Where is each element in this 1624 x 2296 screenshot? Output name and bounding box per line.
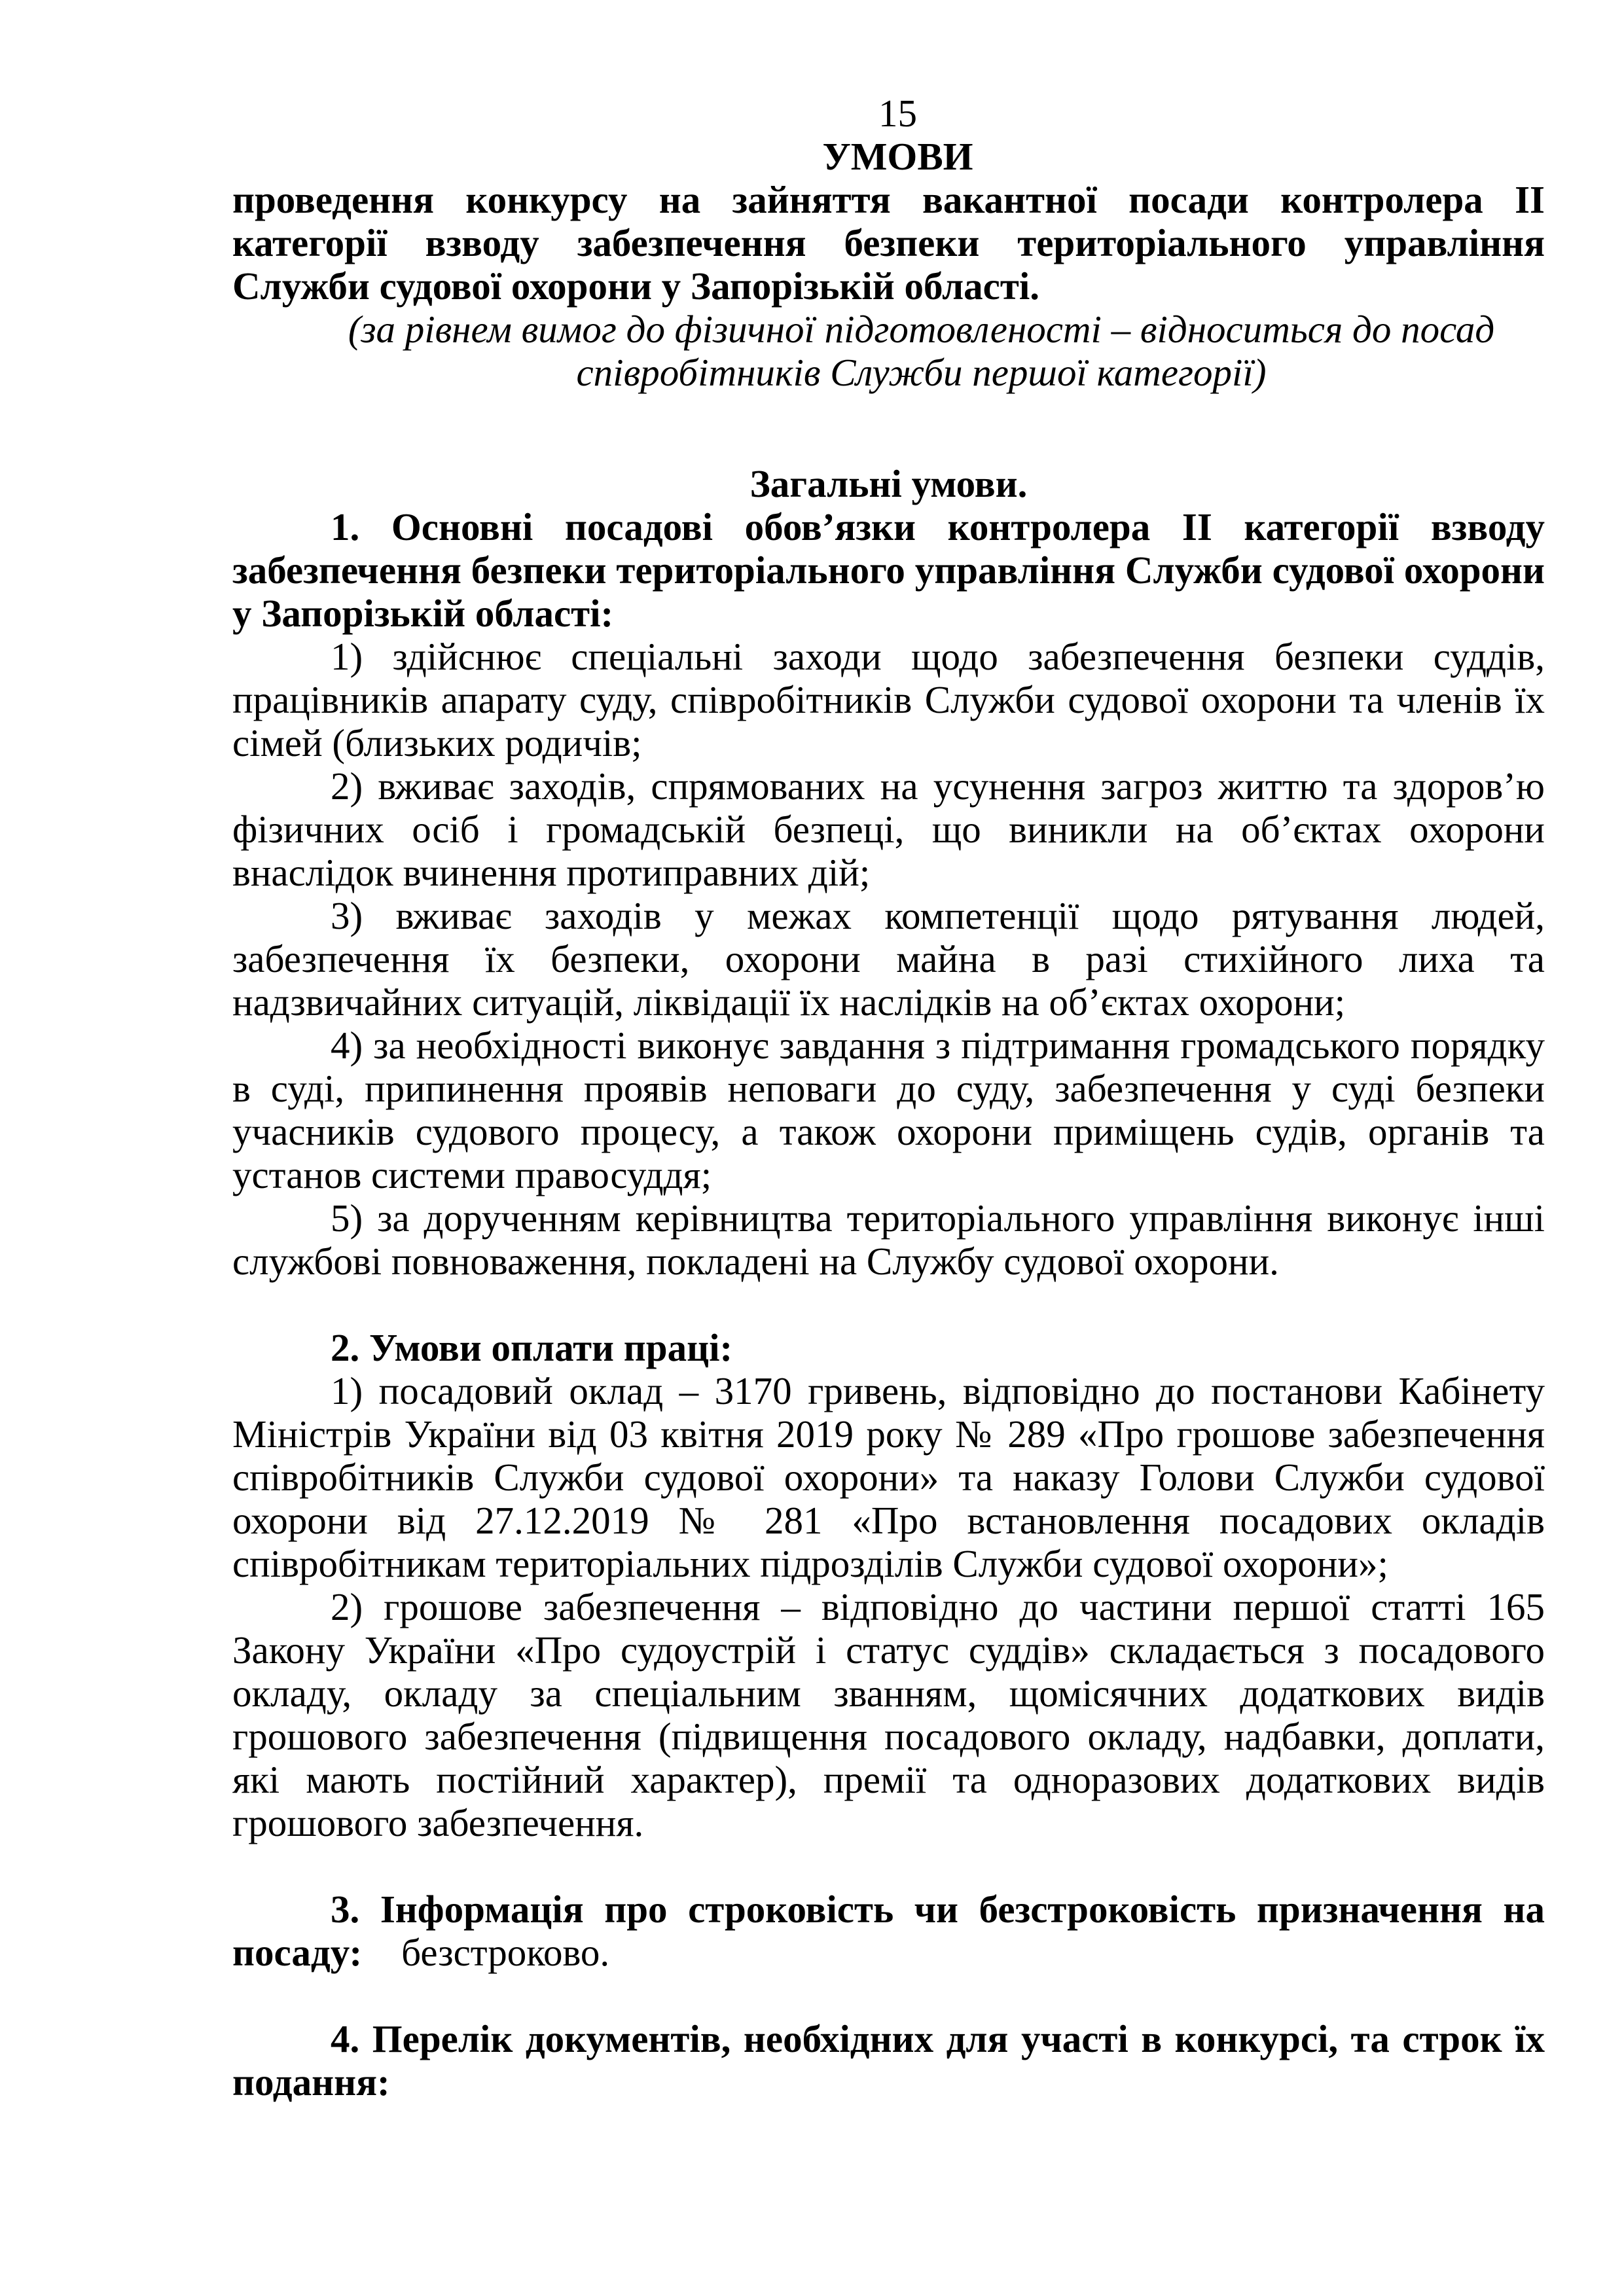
section-1-item-5: 5) за дорученням керівництва територіального управління виконує інші службові повноваження, покладені на Службу судової охорони. xyxy=(232,1196,1545,1283)
section-3-heading: 3. Інформація про строковість чи безстроковість призначення на посаду: xyxy=(232,1888,1545,1974)
physical-fitness-note xyxy=(298,308,1545,394)
document-page xyxy=(232,92,1545,2104)
section-3 xyxy=(232,1888,1545,1974)
section-1-item-2: 2) вживає заходів, спрямованих на усунення загроз життю та здоров’ю фізичних осіб і громадській безпеці, що виникли на об’єктах охорони внаслідок вчинення протиправних дій; xyxy=(232,764,1545,894)
page-number: 15 xyxy=(878,92,917,135)
note-line-1: (за рівнем вимог до фізичної підготовленості – відноситься до посад xyxy=(348,308,1495,351)
section-2-heading: 2. Умови оплати праці: xyxy=(331,1326,733,1369)
section-1-item-4: 4) за необхідності виконує завдання з підтримання громадського порядку в суді, припинення проявів неповаги до суду, забезпечення у суді безпеки учасників судового процесу, а також охорони приміщень судів, органів та установ системи правосуддя; xyxy=(232,1024,1545,1196)
note-line-2: співробітників Служби першої категорії) xyxy=(576,351,1267,394)
document-subtitle: проведення конкурсу на зайняття вакантної посади контролера ІІ категорії взводу забезпечення безпеки територіального управління Служби судової охорони у Запорізькій області. xyxy=(232,178,1545,308)
section-3-value: безстроково. xyxy=(401,1931,610,1974)
section-2-item-2: 2) грошове забезпечення – відповідно до частини першої статті 165 Закону України «Про судоустрій і статус суддів» складається з посадового окладу, окладу за спеціальним званням, щомісячних додаткових видів грошового забезпечення (підвищення посадового окладу, надбавки, доплати, які мають постійний характер), премії та одноразових додаткових видів грошового забезпечення. xyxy=(232,1585,1545,1844)
section-1-item-3: 3) вживає заходів у межах компетенції щодо рятування людей, забезпечення їх безпеки, охорони майна в разі стихійного лиха та надзвичайних ситуацій, ліквідації їх наслідків на об’єктах охорони; xyxy=(232,894,1545,1024)
section-2-item-1: 1) посадовий оклад – 3170 гривень, відповідно до постанови Кабінету Міністрів України від 03 квітня 2019 року № 289 «Про грошове забезпечення співробітників Служби судової охорони» та наказу Голови Служби судової охорони від 27.12.2019 № 281 «Про встановлення посадових окладів співробітникам територіальних підрозділів Служби судової охорони»; xyxy=(232,1369,1545,1585)
document-title: УМОВИ xyxy=(822,135,973,178)
section-4-heading: 4. Перелік документів, необхідних для участі в конкурсі, та строк їх подання: xyxy=(232,2017,1545,2104)
general-conditions-heading: Загальні умови. xyxy=(749,462,1028,505)
section-1-heading: 1. Основні посадові обов’язки контролера ІІ категорії взводу забезпечення безпеки територіального управління Служби судової охорони у Запорізькій області: xyxy=(232,505,1545,635)
section-1-item-1: 1) здійснює спеціальні заходи щодо забезпечення безпеки суддів, працівників апарату суду, співробітників Служби судової охорони та членів їх сімей (близьких родичів; xyxy=(232,635,1545,764)
